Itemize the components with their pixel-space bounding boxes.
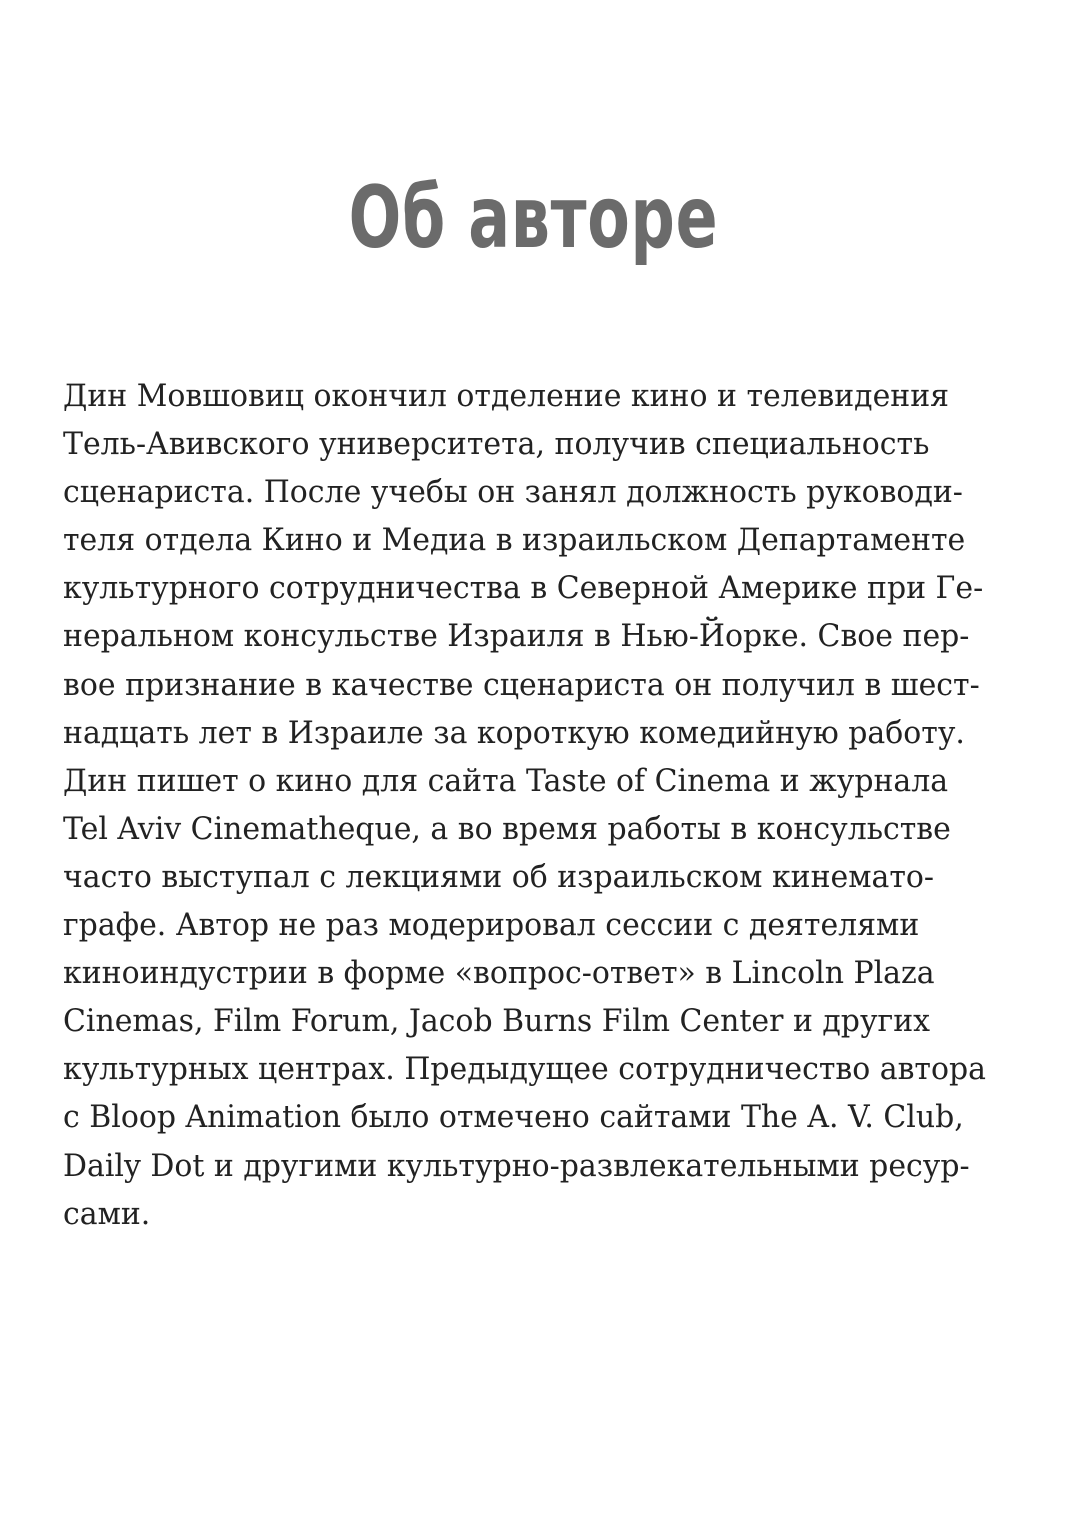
author-bio-paragraph xyxy=(63,372,1063,1238)
text-line: культурных центрах. Предыдущее сотрудничество автора xyxy=(63,1051,986,1088)
page-title: Об авторе xyxy=(348,168,719,268)
text-line: сценариста. После учебы он занял должность руководи- xyxy=(63,474,963,511)
text-line: теля отдела Кино и Медиа в израильском Департаменте xyxy=(63,522,966,559)
text-line: надцать лет в Израиле за короткую комедийную работу. xyxy=(63,714,965,751)
text-line: Cinemas, Film Forum, Jacob Burns Film Center и других xyxy=(63,1003,931,1040)
text-line: вое признание в качестве сценариста он получил в шест- xyxy=(63,666,980,703)
text-line: Дин Мовшовиц окончил отделение кино и телевидения xyxy=(63,378,950,414)
text-line: графе. Автор не раз модерировал сессии с деятелями xyxy=(63,907,920,944)
text-line: Дин пишет о кино для сайта Taste of Cinema и журнала xyxy=(63,762,949,799)
text-line: сами. xyxy=(63,1195,151,1232)
text-line: с Bloop Animation было отмечено сайтами The A. V. Club, xyxy=(63,1099,964,1136)
text-line: Tel Aviv Cinematheque, а во время работы в консульстве xyxy=(63,810,951,847)
text-line: Тель-Авивского университета, получив специальность xyxy=(63,426,930,463)
text-line: культурного сотрудничества в Северной Америке при Ге- xyxy=(63,570,984,607)
text-line: киноиндустрии в форме «вопрос-ответ» в Lincoln Plaza xyxy=(63,955,935,992)
text-line: Daily Dot и другими культурно-развлекательными ресур- xyxy=(63,1147,970,1184)
text-line: неральном консульстве Израиля в Нью-Йорке. Свое пер- xyxy=(63,618,970,655)
text-line: часто выступал с лекциями об израильском кинемато- xyxy=(63,858,935,895)
